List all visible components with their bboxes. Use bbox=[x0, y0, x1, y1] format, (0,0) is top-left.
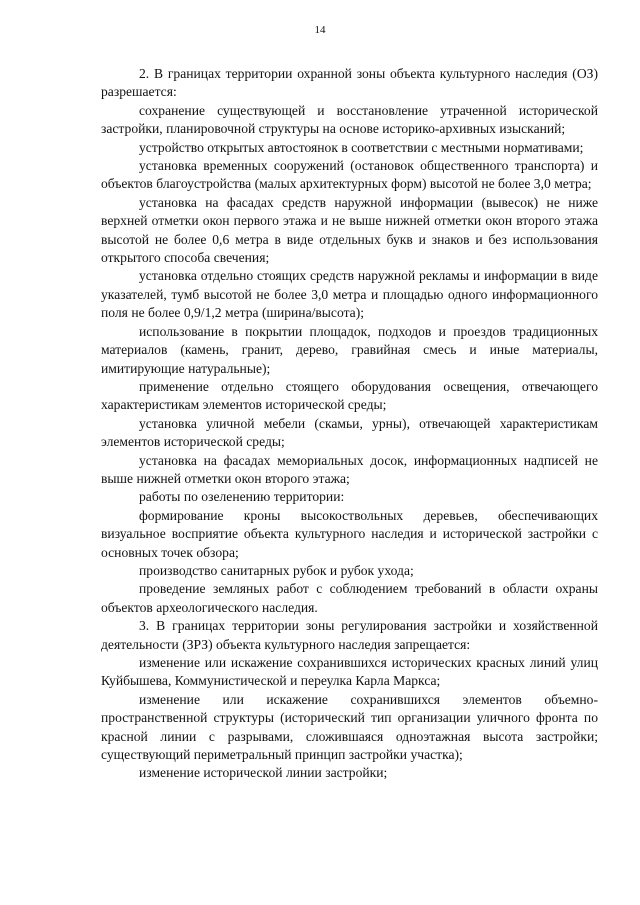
list-item: изменение исторической линии застройки; bbox=[139, 765, 388, 781]
list-item: установка отдельно стоящих средств наружной рекламы и информации в виде указателей, тумб высотой не более 3,0 метра и площадью одного информационного поля не более 0,9/1,2 метра (ширина/высота); bbox=[101, 268, 598, 321]
list-item: применение отдельно стоящего оборудования освещения, отвечающего характеристикам элементов исторической среды; bbox=[101, 378, 598, 413]
list-item: изменение или искажение сохранившихся элементов объемно-пространственной структуры (исторический тип организации уличного фронта по красной линии с разрывами, сложившаяся одноэтажная высота застройки; существующий периметральный принцип застройки участка); bbox=[101, 691, 598, 763]
section-2-heading: 2. В границах территории охранной зоны объекта культурного наследия (ОЗ) разрешается: bbox=[101, 66, 598, 100]
list-item: сохранение существующей и восстановление утраченной исторической застройки, планировочной структуры на основе историко-архивных изысканий; bbox=[101, 102, 598, 137]
document-body bbox=[101, 65, 598, 783]
list-item: работы по озеленению территории: bbox=[139, 489, 345, 505]
list-item: изменение или искажение сохранившихся исторических красных линий улиц Куйбышева, Коммунистической и переулка Карла Маркса; bbox=[101, 655, 598, 689]
list-item: установка на фасадах средств наружной информации (вывесок) не ниже верхней отметки окон первого этажа и не выше нижней отметки окон второго этажа высотой не более 0,6 метра в виде отдельных букв и знаков и без использования открытого способа свечения; bbox=[101, 194, 598, 266]
list-item: установка уличной мебели (скамьи, урны), отвечающей характеристикам элементов исторической среды; bbox=[101, 415, 598, 450]
list-item: установка временных сооружений (остановок общественного транспорта) и объектов благоустройства (малых архитектурных форм) высотой не более 3,0 метра; bbox=[101, 158, 598, 192]
list-item: проведение земляных работ с соблюдением требований в области охраны объектов археологического наследия. bbox=[101, 581, 598, 615]
page-number: 14 bbox=[314, 24, 326, 36]
list-item: формирование кроны высокоствольных деревьев, обеспечивающих визуальное восприятие объекта культурного наследия и исторической застройки с основных точек обзора; bbox=[101, 507, 598, 560]
list-item: устройство открытых автостоянок в соответствии с местными нормативами; bbox=[139, 139, 584, 155]
list-item: производство санитарных рубок и рубок ухода; bbox=[139, 562, 414, 578]
list-item: установка на фасадах мемориальных досок, информационных надписей не выше нижней отметки окон второго этажа; bbox=[101, 452, 598, 486]
list-item: использование в покрытии площадок, подходов и проездов традиционных материалов (камень, гранит, дерево, гравийная смесь и иные материалы, имитирующие натуральные); bbox=[101, 323, 598, 376]
section-3-heading: 3. В границах территории зоны регулирования застройки и хозяйственной деятельности (ЗРЗ) объекта культурного наследия запрещается: bbox=[101, 618, 598, 652]
